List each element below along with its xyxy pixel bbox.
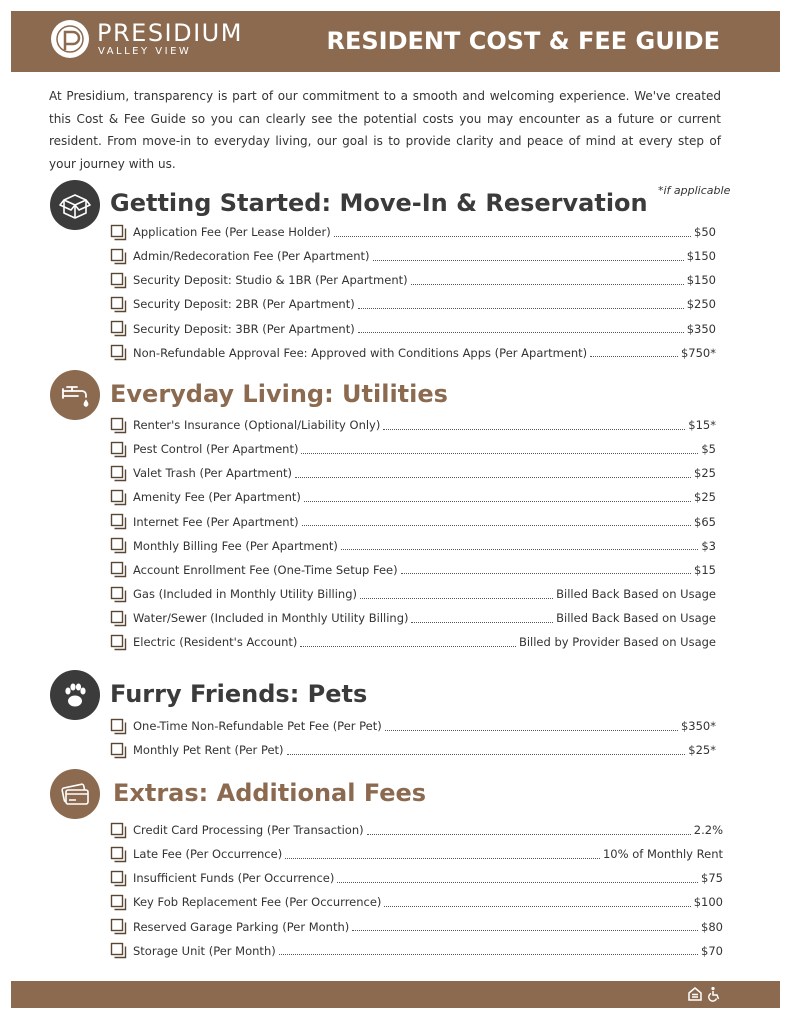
fee-row — [110, 714, 716, 738]
fee-row — [110, 606, 716, 630]
fee-value: $100 — [693, 895, 723, 910]
fee-value: $75 — [701, 871, 723, 886]
checkbox-icon — [110, 918, 133, 935]
section-title-move-in: Getting Started: Move-In & Reservation — [110, 189, 648, 217]
fee-value: $350* — [680, 719, 716, 734]
checkbox-icon — [110, 870, 133, 887]
fee-row — [110, 510, 716, 534]
fee-row — [110, 534, 716, 558]
checkbox-icon — [110, 224, 133, 241]
fee-value: 10% of Monthly Rent — [602, 847, 723, 862]
fee-label: Internet Fee (Per Apartment) — [133, 514, 299, 529]
fee-value: $150 — [686, 249, 716, 264]
fee-label: Admin/Redecoration Fee (Per Apartment) — [133, 249, 370, 264]
fee-label: One-Time Non-Refundable Pet Fee (Per Pet) — [133, 719, 382, 734]
fee-row — [110, 842, 723, 866]
checkbox-icon — [110, 822, 133, 839]
fee-row — [110, 818, 723, 842]
fee-value: $65 — [694, 514, 716, 529]
fee-label: Security Deposit: Studio & 1BR (Per Apartment) — [133, 273, 408, 288]
fee-row — [110, 437, 716, 461]
fee-value: $25 — [694, 490, 716, 505]
checkbox-icon — [110, 344, 133, 361]
dot-leader — [385, 720, 678, 731]
fee-value: $50 — [694, 225, 716, 240]
fee-label: Non-Refundable Approval Fee: Approved with Conditions Apps (Per Apartment) — [133, 345, 588, 360]
checkbox-icon — [110, 489, 133, 506]
checkbox-icon — [110, 272, 133, 289]
dot-leader — [304, 491, 691, 502]
fee-value: Billed Back Based on Usage — [556, 611, 716, 626]
fee-label: Insufficient Funds (Per Occurrence) — [133, 871, 335, 886]
fee-label: Electric (Resident's Account) — [133, 635, 298, 650]
dot-leader — [373, 250, 684, 261]
fee-label: Storage Unit (Per Month) — [133, 943, 276, 958]
fee-label: Amenity Fee (Per Apartment) — [133, 490, 301, 505]
checkbox-icon — [110, 441, 133, 458]
checkbox-icon — [110, 320, 133, 337]
fee-row — [110, 582, 716, 606]
intro-paragraph: At Presidium, transparency is part of our commitment to a smooth and welcoming experience. We've created this Cost & Fee Guide so you can clearly see the potential costs you may encounter as a future or current resident. From move-in to everyday living, our goal is to provide clarity and peace of mind at every step of your journey with us. — [49, 89, 721, 171]
box-icon — [50, 180, 100, 230]
dot-leader — [352, 920, 698, 931]
fee-label: Pest Control (Per Apartment) — [133, 442, 299, 457]
checkbox-icon — [110, 942, 133, 959]
dot-leader — [384, 896, 690, 907]
fee-label: Security Deposit: 2BR (Per Apartment) — [133, 297, 355, 312]
dot-leader — [302, 515, 691, 526]
faucet-icon — [50, 370, 100, 420]
fee-label: Account Enrollment Fee (One-Time Setup Fee) — [133, 562, 398, 577]
fee-value: $5 — [701, 442, 716, 457]
dot-leader — [358, 322, 684, 333]
credit-card-icon — [50, 769, 100, 819]
dot-leader — [285, 848, 600, 859]
accessibility-icon — [706, 986, 722, 1002]
dot-leader — [279, 944, 698, 955]
fee-value: $3 — [701, 538, 716, 553]
checkbox-icon — [110, 296, 133, 313]
fee-row — [110, 558, 716, 582]
dot-leader — [411, 612, 553, 623]
footer-bar — [11, 981, 780, 1008]
dot-leader — [300, 636, 516, 647]
dot-leader — [301, 443, 698, 454]
fee-value: $15* — [688, 418, 716, 433]
page-title: RESIDENT COST & FEE GUIDE — [326, 27, 720, 55]
fee-label: Water/Sewer (Included in Monthly Utility Billing) — [133, 611, 409, 626]
fee-value: Billed Back Based on Usage — [556, 587, 716, 602]
fee-list-move-in — [110, 220, 716, 365]
checkbox-icon — [110, 718, 133, 735]
checkbox-icon — [110, 465, 133, 482]
paw-icon — [50, 670, 100, 720]
checkbox-icon — [110, 537, 133, 554]
fee-label: Valet Trash (Per Apartment) — [133, 466, 292, 481]
fee-value: $150 — [686, 273, 716, 288]
dot-leader — [295, 467, 691, 478]
fee-label: Reserved Garage Parking (Per Month) — [133, 919, 350, 934]
fee-list-pets — [110, 714, 716, 762]
fee-label: Security Deposit: 3BR (Per Apartment) — [133, 321, 355, 336]
fee-row — [110, 738, 716, 762]
fee-label: Application Fee (Per Lease Holder) — [133, 225, 331, 240]
checkbox-icon — [110, 417, 133, 434]
checkbox-icon — [110, 846, 133, 863]
checkbox-icon — [110, 248, 133, 265]
header-bar — [11, 11, 780, 72]
fee-row — [110, 220, 716, 244]
fee-row — [110, 244, 716, 268]
fee-row — [110, 341, 716, 365]
checkbox-icon — [110, 610, 133, 627]
fee-row — [110, 866, 723, 890]
fee-label: Key Fob Replacement Fee (Per Occurrence) — [133, 895, 382, 910]
dot-leader — [367, 824, 691, 835]
fee-row — [110, 268, 716, 292]
checkbox-icon — [110, 634, 133, 651]
section-title-extras: Extras: Additional Fees — [113, 779, 427, 807]
fee-row — [110, 461, 716, 485]
checkbox-icon — [110, 561, 133, 578]
fee-value: $750* — [680, 345, 716, 360]
equal-housing-icon — [687, 986, 703, 1002]
fee-list-utilities — [110, 413, 716, 654]
fee-value: 2.2% — [693, 823, 723, 838]
fee-value: $25* — [688, 743, 716, 758]
fee-value: $70 — [701, 943, 723, 958]
dot-leader — [334, 226, 691, 237]
fee-row — [110, 485, 716, 509]
fee-value: $250 — [686, 297, 716, 312]
if-applicable-note: *if applicable — [658, 184, 731, 197]
fee-row — [110, 630, 716, 654]
fee-row — [110, 890, 723, 914]
checkbox-icon — [110, 513, 133, 530]
fee-row — [110, 413, 716, 437]
checkbox-icon — [110, 742, 133, 759]
dot-leader — [401, 563, 691, 574]
dot-leader — [341, 539, 698, 550]
fee-row — [110, 939, 723, 963]
presidium-logo-icon — [51, 20, 89, 58]
fee-label: Monthly Billing Fee (Per Apartment) — [133, 538, 338, 553]
dot-leader — [337, 872, 698, 883]
logo-subtitle: VALLEY VIEW — [98, 46, 192, 57]
fee-value: $15 — [694, 562, 716, 577]
fee-value: $350 — [686, 321, 716, 336]
dot-leader — [360, 588, 553, 599]
fee-value: $25 — [694, 466, 716, 481]
checkbox-icon — [110, 586, 133, 603]
fee-value: $80 — [701, 919, 723, 934]
fee-label: Renter's Insurance (Optional/Liability Only) — [133, 418, 381, 433]
dot-leader — [287, 744, 686, 755]
section-title-pets: Furry Friends: Pets — [110, 680, 368, 708]
dot-leader — [358, 298, 684, 309]
fee-label: Late Fee (Per Occurrence) — [133, 847, 283, 862]
dot-leader — [411, 274, 684, 285]
dot-leader — [383, 419, 685, 430]
fee-row — [110, 915, 723, 939]
fee-label: Credit Card Processing (Per Transaction) — [133, 823, 364, 838]
fee-value: Billed by Provider Based on Usage — [518, 635, 716, 650]
fee-list-extras — [110, 818, 723, 963]
fee-label: Gas (Included in Monthly Utility Billing) — [133, 587, 357, 602]
fee-row — [110, 292, 716, 316]
dot-leader — [590, 346, 678, 357]
section-title-utilities: Everyday Living: Utilities — [110, 380, 448, 408]
fee-row — [110, 317, 716, 341]
logo-name: PRESIDIUM — [97, 19, 243, 47]
fee-label: Monthly Pet Rent (Per Pet) — [133, 743, 284, 758]
checkbox-icon — [110, 894, 133, 911]
